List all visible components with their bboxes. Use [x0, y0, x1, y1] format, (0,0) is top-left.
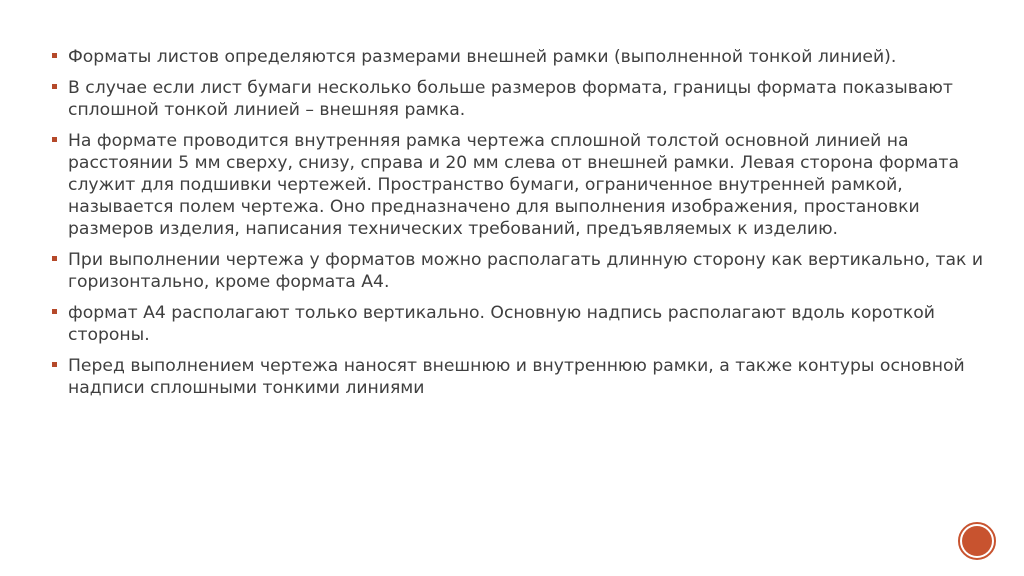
- bullet-marker-icon: [52, 84, 57, 89]
- bullet-text: формат А4 располагают только вертикально. Основную надпись располагают вдоль короткой стороны.: [68, 303, 935, 345]
- bullet-text: Форматы листов определяются размерами внешней рамки (выполненной тонкой линией).: [68, 47, 897, 67]
- bullet-marker-icon: [52, 362, 57, 367]
- bullet-item: [50, 77, 990, 121]
- bullet-text: В случае если лист бумаги несколько больше размеров формата, границы формата показывают сплошной тонкой линией – внешняя рамка.: [68, 78, 953, 120]
- bullet-text: Перед выполнением чертежа наносят внешнюю и внутреннюю рамки, а также контуры основной надписи сплошными тонкими линиями: [68, 356, 965, 398]
- bullet-marker-icon: [52, 137, 57, 142]
- slide-number: [962, 526, 992, 556]
- bullet-marker-icon: [52, 256, 57, 261]
- bullet-text: На формате проводится внутренняя рамка чертежа сплошной толстой основной линией на расстоянии 5 мм сверху, снизу, справа и 20 мм слева от внешней рамки. Левая сторона формата служит для подшивки чертежей. Пространство бумаги, ограниченное внутренней рамкой, называется полем чертежа. Оно предназначено для выполнения изображения, простановки размеров изделия, написания технических требований, предъявляемых к изделию.: [68, 131, 959, 239]
- bullet-marker-icon: [52, 53, 57, 58]
- bullet-marker-icon: [52, 309, 57, 314]
- bullet-item: [50, 130, 990, 240]
- slide-number-badge: [958, 522, 996, 560]
- bullet-item: [50, 46, 990, 68]
- bullet-text: При выполнении чертежа у форматов можно располагать длинную сторону как вертикально, так и горизонтально, кроме формата А4.: [68, 250, 984, 292]
- bullet-item: [50, 249, 990, 293]
- bullet-item: [50, 302, 990, 346]
- bullet-list: [50, 46, 990, 408]
- bullet-item: [50, 355, 990, 399]
